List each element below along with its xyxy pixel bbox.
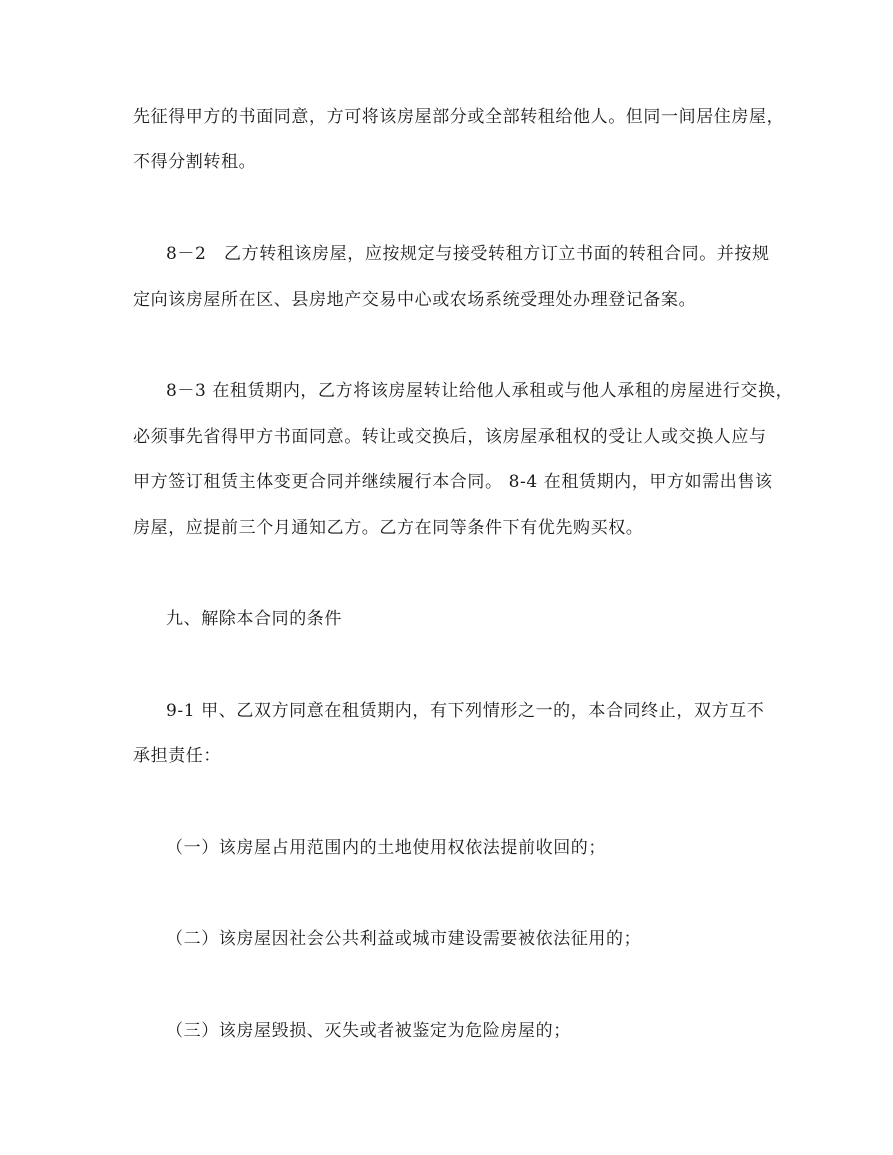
- section-heading-9: 九、解除本合同的条件: [166, 609, 342, 629]
- paragraph-8-2-line-2: 定向该房屋所在区、县房地产交易中心或农场系统受理处办理登记备案。: [133, 290, 697, 310]
- list-item-2: （二）该房屋因社会公共利益或城市建设需要被依法征用的；: [166, 929, 642, 949]
- paragraph-8-1-line-2: 不得分割转租。: [133, 152, 257, 172]
- list-item-1: （一）该房屋占用范围内的土地使用权依法提前收回的；: [166, 838, 606, 858]
- paragraph-9-1-line-1: 9-1 甲、乙双方同意在租赁期内，有下列情形之一的，本合同终止，双方互不: [166, 701, 765, 721]
- paragraph-8-3-line-2: 必须事先省得甲方书面同意。转让或交换后，该房屋承租权的受让人或交换人应与: [133, 427, 767, 447]
- list-item-3: （三）该房屋毁损、灭失或者被鉴定为危险房屋的；: [166, 1021, 571, 1041]
- paragraph-8-1-line-1: 先征得甲方的书面同意，方可将该房屋部分或全部转租给他人。但同一间居住房屋，: [133, 107, 785, 127]
- paragraph-8-4-line-4: 房屋，应提前三个月通知乙方。乙方在同等条件下有优先购买权。: [133, 518, 644, 538]
- paragraph-8-2-line-1: 8－2 乙方转租该房屋，应按规定与接受转租方订立书面的转租合同。并按规: [166, 244, 770, 264]
- paragraph-9-1-line-2: 承担责任：: [133, 746, 221, 766]
- paragraph-8-3-line-1: 8－3 在租赁期内，乙方将该房屋转让给他人承租或与他人承租的房屋进行交换，: [166, 381, 794, 401]
- paragraph-8-3-line-3: 甲方签订租赁主体变更合同并继续履行本合同。 8-4 在租赁期内，甲方如需出售该: [133, 472, 773, 492]
